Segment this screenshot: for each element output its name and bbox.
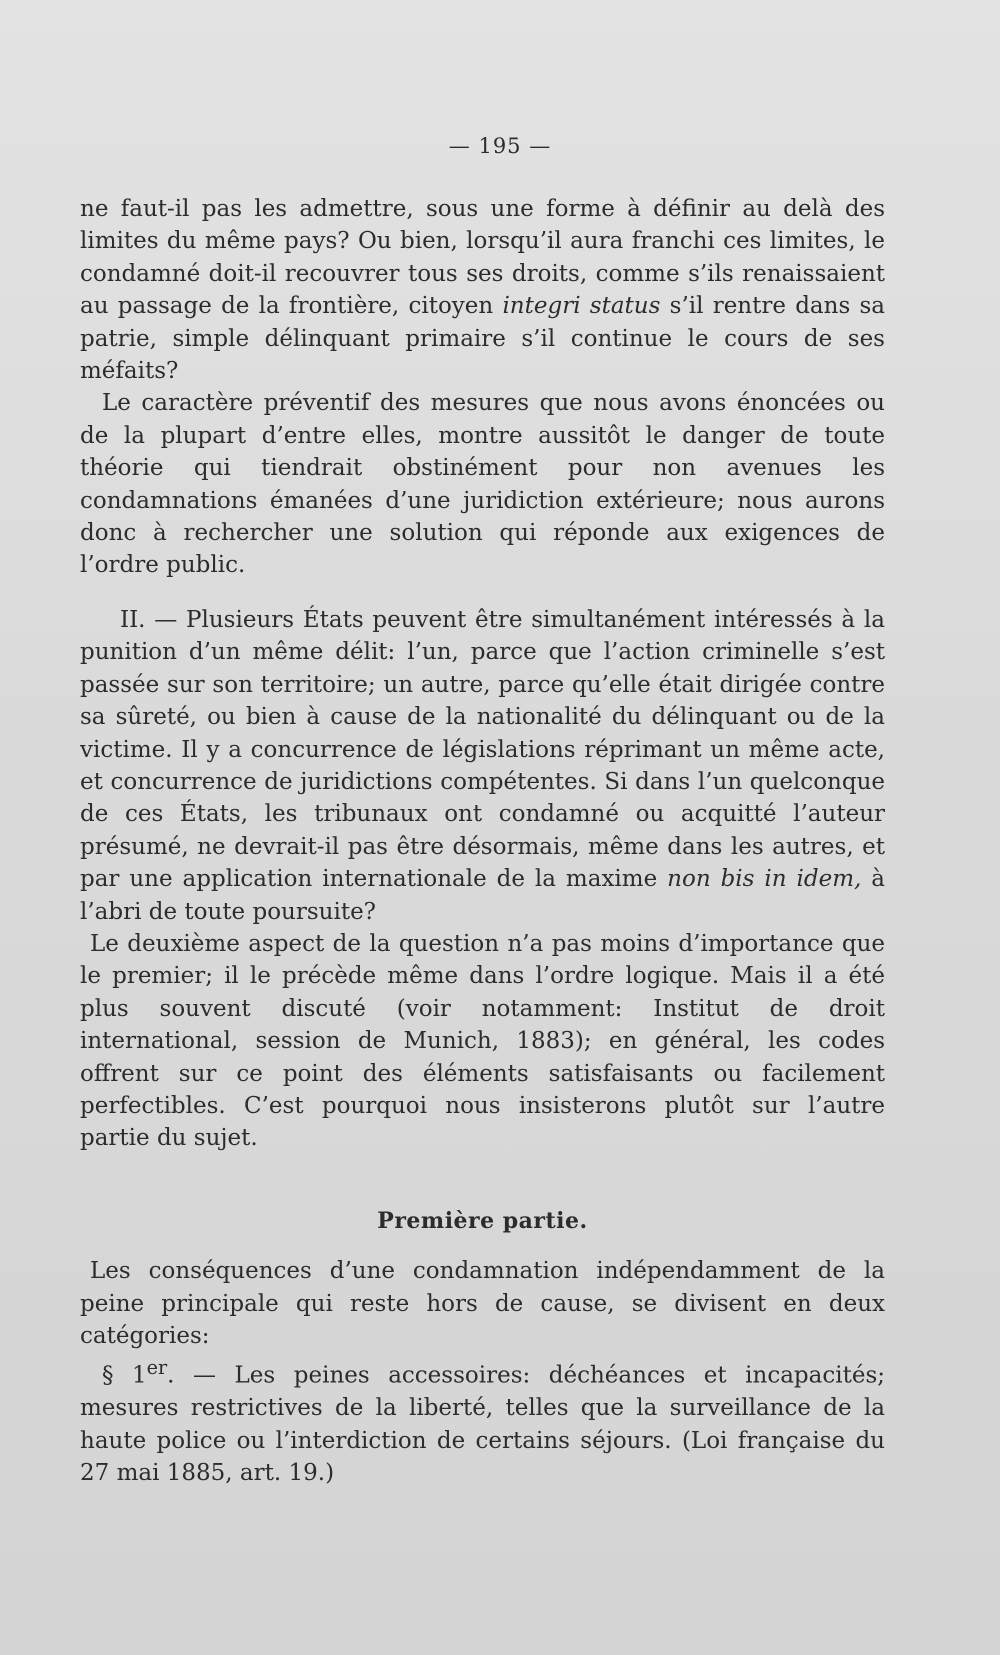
paragraph-1-italic: integri status <box>502 293 661 320</box>
paragraph-5: Les conséquences d’une condamnation indépendamment de la peine principale qui reste hors de cause, se divisent en deux catégories: <box>80 1258 885 1349</box>
page-number: — 195 — <box>448 134 552 158</box>
section-heading: Première partie. <box>377 1207 588 1234</box>
superscript-er: er <box>146 1356 168 1380</box>
paragraph-3-end: à l’abri de toute poursuite? <box>80 866 886 925</box>
paragraph-3-italic: non bis in idem, <box>667 866 862 893</box>
paragraph-2: Le caractère préventif des mesures que nous avons énoncées ou de la plupart d’entre elles, montre aussitôt le danger de toute théorie qui tiendrait obstinément pour non avenues les condamnations émanées d’une juridiction extérieure; nous aurons donc à rechercher une solution qui réponde aux exigences de l’ordre public. <box>80 390 885 579</box>
section-sign: § 1 <box>102 1363 147 1390</box>
paragraph-4: Le deuxième aspect de la question n’a pas moins d’importance que le premier; il le précède même dans l’ordre logique. Mais il a été plus souvent discuté (voir notamment: Institut de droit international, session de Munich, 1883); en général, les codes offrent sur ce point des éléments satisfaisants ou facilement perfectibles. C’est pourquoi nous insisterons plutôt sur l’autre partie du sujet. <box>80 930 885 1152</box>
paragraph-1 <box>80 193 885 387</box>
paragraph-3-text: II. — Plusieurs États peuvent être simultanément intéressés à la punition d’un même délit: l’un, parce que l’action criminelle s’est passée sur son territoire; un autre, parce qu’elle était dirigée contre sa sûreté, ou bien à cause de la nationalité du délinquant ou de la victime. Il y a concurrence de législations réprimant un même acte, et concurrence de juridictions compétentes. Si dans l’un quelconque de ces États, les tribunaux ont condamné ou acquitté l’auteur présumé, ne devrait-il pas être désormais, même dans les autres, et par une application internationale de la maxime <box>80 606 885 893</box>
paragraph-6 <box>80 1352 885 1489</box>
paragraph-1-end: s’il rentre dans sa patrie, simple délinquant primaire s’il continue le cours de ses méfaits? <box>80 293 885 385</box>
body-text <box>80 193 885 1490</box>
paragraph-6-text: . — Les peines accessoires: déchéances et incapacités; mesures restrictives de la liberté, telles que la surveillance de la haute police ou l’interdiction de certains séjours. (Loi française du 27 mai 1885, art. 19.) <box>80 1363 885 1487</box>
paragraph-1-text: ne faut-il pas les admettre, sous une forme à définir au delà des limites du même pays? Ou bien, lorsqu’il aura franchi ces limites, le condamné doit-il recouvrer tous ses droits, comme s’ils renaissaient au passage de la frontière, citoyen <box>80 196 885 320</box>
paragraph-section-ii <box>80 604 885 928</box>
